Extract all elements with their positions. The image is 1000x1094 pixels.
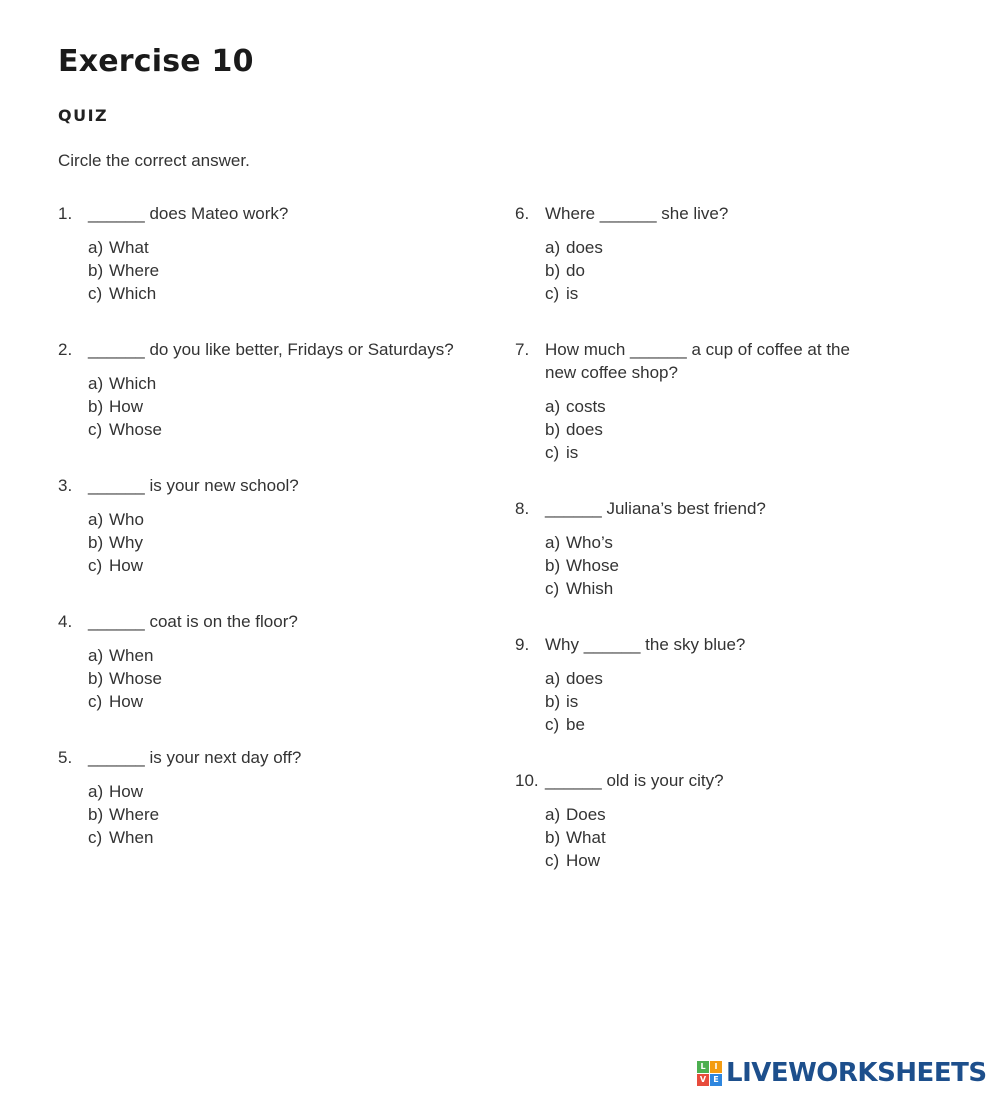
option-text: Whose bbox=[109, 420, 162, 439]
question-number: 1. bbox=[58, 204, 73, 223]
option-text: Where bbox=[109, 805, 160, 824]
answer-option[interactable] bbox=[88, 803, 478, 826]
answer-option[interactable] bbox=[545, 554, 875, 577]
question-item bbox=[515, 497, 875, 600]
option-text: be bbox=[566, 715, 585, 734]
option-letter: a) bbox=[88, 374, 104, 393]
answer-options bbox=[88, 372, 478, 441]
option-text: Which bbox=[109, 374, 157, 393]
instruction-text: Circle the correct answer. bbox=[58, 151, 250, 170]
answer-option[interactable] bbox=[545, 690, 875, 713]
option-letter: b) bbox=[88, 669, 104, 688]
option-text: Which bbox=[109, 284, 157, 303]
answer-option[interactable] bbox=[545, 395, 875, 418]
logo-mark-tile: V bbox=[697, 1074, 709, 1086]
logo-mark-tile: L bbox=[697, 1061, 709, 1073]
answer-option[interactable] bbox=[88, 372, 478, 395]
option-letter: c) bbox=[545, 851, 560, 870]
question-item bbox=[58, 474, 478, 577]
question-number: 4. bbox=[58, 612, 73, 631]
option-text: How bbox=[109, 692, 144, 711]
answer-option[interactable] bbox=[545, 441, 875, 464]
option-letter: a) bbox=[545, 397, 561, 416]
section-label: QUIZ bbox=[58, 106, 109, 125]
option-text: does bbox=[566, 238, 603, 257]
option-letter: b) bbox=[545, 828, 561, 847]
answer-options bbox=[545, 667, 875, 736]
question-item bbox=[58, 338, 478, 441]
option-text: is bbox=[566, 443, 579, 462]
option-letter: a) bbox=[545, 805, 561, 824]
answer-option[interactable] bbox=[545, 849, 875, 872]
left-question-column bbox=[58, 202, 478, 882]
option-text: Does bbox=[566, 805, 606, 824]
question-text: Why ______ the sky blue? bbox=[545, 635, 746, 654]
answer-option[interactable] bbox=[88, 418, 478, 441]
question-item bbox=[58, 746, 478, 849]
answer-option[interactable] bbox=[88, 690, 478, 713]
option-letter: a) bbox=[88, 510, 104, 529]
answer-options bbox=[88, 508, 478, 577]
option-text: How bbox=[566, 851, 601, 870]
answer-option[interactable] bbox=[545, 826, 875, 849]
option-text: What bbox=[566, 828, 606, 847]
answer-option[interactable] bbox=[545, 259, 875, 282]
liveworksheets-logo bbox=[697, 1058, 987, 1088]
option-letter: c) bbox=[88, 556, 103, 575]
option-letter: b) bbox=[88, 805, 104, 824]
option-text: How bbox=[109, 782, 144, 801]
answer-option[interactable] bbox=[88, 826, 478, 849]
answer-option[interactable] bbox=[88, 780, 478, 803]
option-letter: a) bbox=[545, 238, 561, 257]
option-letter: c) bbox=[88, 692, 103, 711]
option-text: costs bbox=[566, 397, 606, 416]
answer-option[interactable] bbox=[88, 554, 478, 577]
question-text: ______ old is your city? bbox=[545, 771, 724, 790]
question-text: How much ______ a cup of coffee at the new coffee shop? bbox=[545, 340, 850, 382]
option-text: does bbox=[566, 669, 603, 688]
answer-option[interactable] bbox=[545, 282, 875, 305]
option-letter: c) bbox=[545, 284, 560, 303]
option-letter: b) bbox=[88, 261, 104, 280]
question-item bbox=[515, 633, 875, 736]
option-text: Whose bbox=[109, 669, 162, 688]
question-number: 8. bbox=[515, 499, 530, 518]
question-item bbox=[515, 338, 875, 464]
option-letter: b) bbox=[545, 692, 561, 711]
question-number: 3. bbox=[58, 476, 73, 495]
question-text: ______ do you like better, Fridays or Saturdays? bbox=[88, 340, 454, 359]
answer-options bbox=[545, 236, 875, 305]
question-number: 7. bbox=[515, 340, 530, 359]
page-title: Exercise 10 bbox=[58, 44, 254, 79]
option-letter: a) bbox=[88, 646, 104, 665]
option-letter: b) bbox=[88, 397, 104, 416]
option-text: Who’s bbox=[566, 533, 613, 552]
option-letter: a) bbox=[88, 782, 104, 801]
option-letter: c) bbox=[88, 420, 103, 439]
option-text: How bbox=[109, 397, 144, 416]
logo-mark-icon bbox=[697, 1061, 722, 1086]
option-text: Whose bbox=[566, 556, 619, 575]
option-text: How bbox=[109, 556, 144, 575]
option-letter: a) bbox=[545, 669, 561, 688]
logo-mark-tile: E bbox=[710, 1074, 722, 1086]
option-text: When bbox=[109, 646, 154, 665]
answer-option[interactable] bbox=[88, 531, 478, 554]
option-letter: c) bbox=[545, 579, 560, 598]
right-question-column bbox=[515, 202, 875, 905]
answer-option[interactable] bbox=[545, 236, 875, 259]
answer-option[interactable] bbox=[545, 577, 875, 600]
option-text: Why bbox=[109, 533, 143, 552]
option-letter: b) bbox=[545, 556, 561, 575]
answer-option[interactable] bbox=[545, 418, 875, 441]
option-text: do bbox=[566, 261, 585, 280]
answer-options bbox=[545, 531, 875, 600]
question-text: Where ______ she live? bbox=[545, 204, 729, 223]
answer-option[interactable] bbox=[545, 667, 875, 690]
question-item bbox=[515, 769, 875, 872]
option-text: When bbox=[109, 828, 154, 847]
option-letter: a) bbox=[88, 238, 104, 257]
option-text: What bbox=[109, 238, 149, 257]
option-text: Who bbox=[109, 510, 144, 529]
answer-options bbox=[545, 803, 875, 872]
question-text: ______ is your next day off? bbox=[88, 748, 302, 767]
option-letter: b) bbox=[545, 420, 561, 439]
question-number: 10. bbox=[515, 771, 539, 790]
question-number: 5. bbox=[58, 748, 73, 767]
answer-option[interactable] bbox=[88, 282, 478, 305]
answer-options bbox=[88, 236, 478, 305]
answer-option[interactable] bbox=[545, 531, 875, 554]
answer-options bbox=[88, 644, 478, 713]
question-text: ______ Juliana’s best friend? bbox=[545, 499, 766, 518]
question-text: ______ does Mateo work? bbox=[88, 204, 289, 223]
option-text: does bbox=[566, 420, 603, 439]
option-letter: b) bbox=[545, 261, 561, 280]
question-item bbox=[58, 610, 478, 713]
option-letter: a) bbox=[545, 533, 561, 552]
question-number: 9. bbox=[515, 635, 530, 654]
question-item bbox=[58, 202, 478, 305]
logo-mark-tile: I bbox=[710, 1061, 722, 1073]
answer-option[interactable] bbox=[88, 259, 478, 282]
answer-option[interactable] bbox=[88, 508, 478, 531]
option-text: Whish bbox=[566, 579, 614, 598]
option-letter: c) bbox=[545, 443, 560, 462]
option-letter: c) bbox=[88, 284, 103, 303]
question-text: ______ is your new school? bbox=[88, 476, 299, 495]
answer-option[interactable] bbox=[88, 236, 478, 259]
question-text: ______ coat is on the floor? bbox=[88, 612, 298, 631]
answer-option[interactable] bbox=[545, 713, 875, 736]
question-item bbox=[515, 202, 875, 305]
question-number: 6. bbox=[515, 204, 530, 223]
answer-option[interactable] bbox=[88, 644, 478, 667]
option-letter: c) bbox=[88, 828, 103, 847]
question-number: 2. bbox=[58, 340, 73, 359]
answer-option[interactable] bbox=[545, 803, 875, 826]
option-text: Where bbox=[109, 261, 160, 280]
answer-options bbox=[545, 395, 875, 464]
option-text: is bbox=[566, 692, 579, 711]
answer-option[interactable] bbox=[88, 395, 478, 418]
option-letter: b) bbox=[88, 533, 104, 552]
option-text: is bbox=[566, 284, 579, 303]
option-letter: c) bbox=[545, 715, 560, 734]
answer-options bbox=[88, 780, 478, 849]
answer-option[interactable] bbox=[88, 667, 478, 690]
logo-text: LIVEWORKSHEETS bbox=[726, 1058, 987, 1088]
